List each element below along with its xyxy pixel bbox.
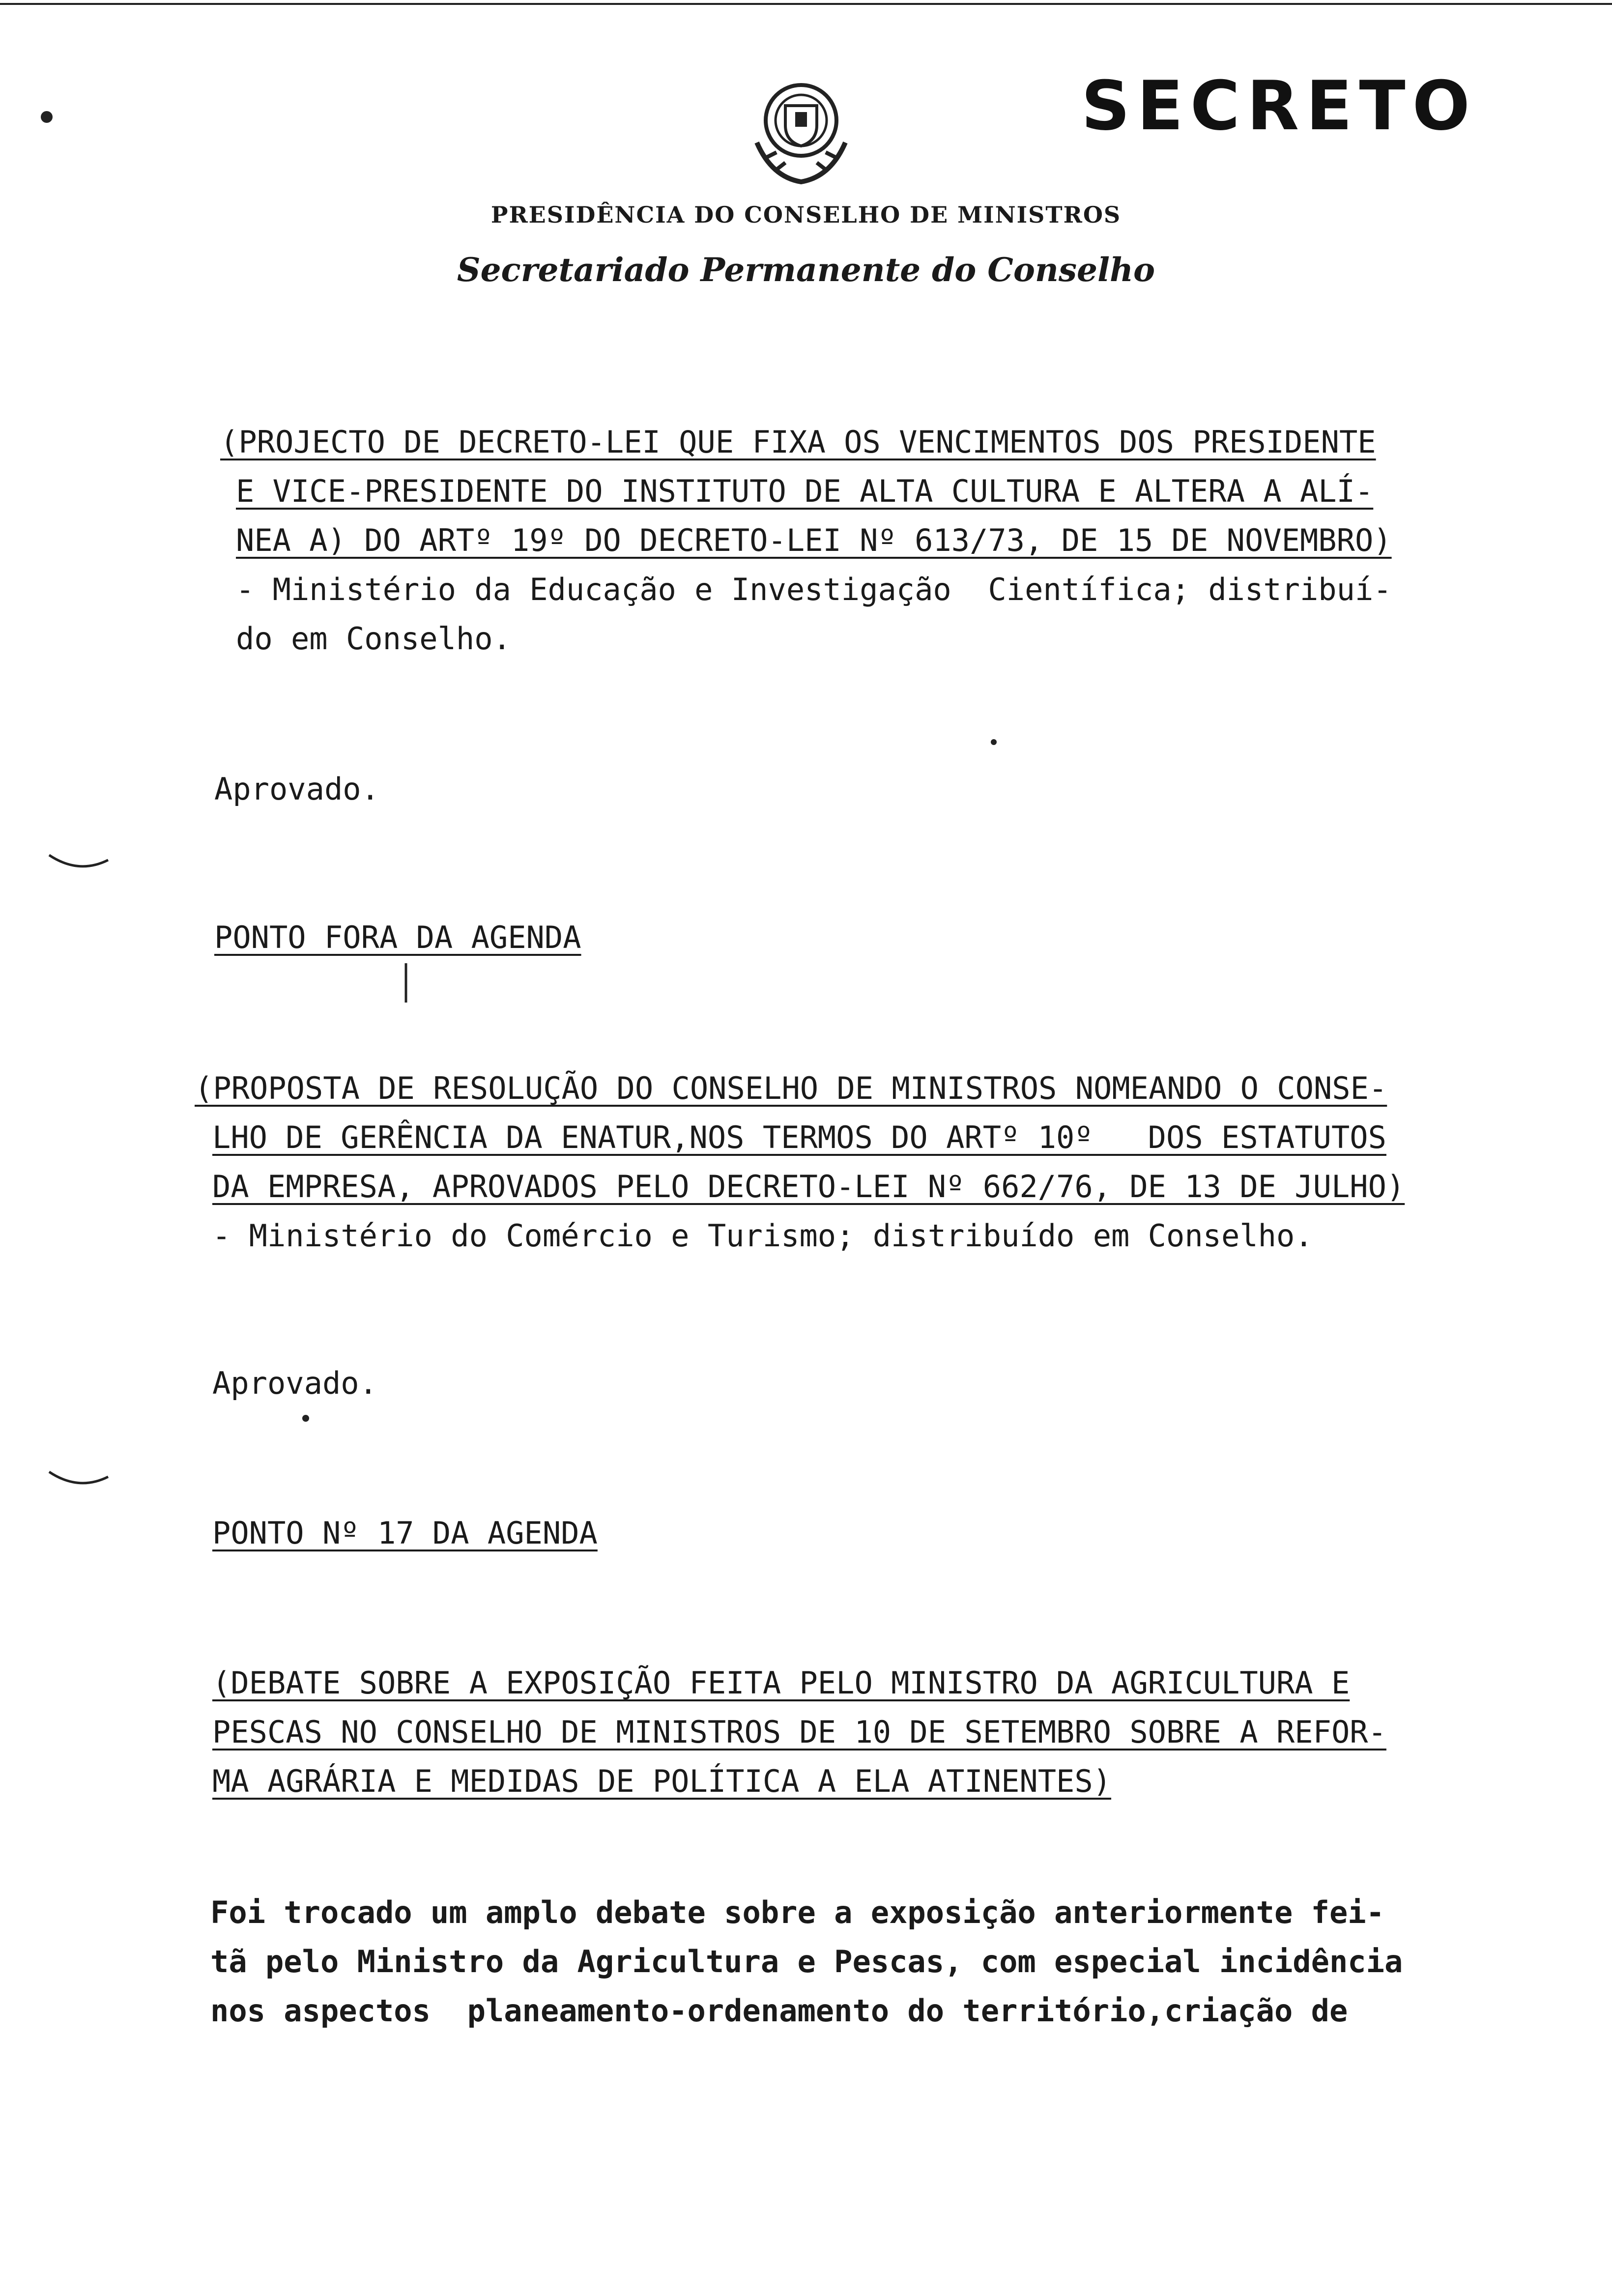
item3-body-line2: tã pelo Ministro da Agricultura e Pescas, com especial incidência: [210, 1944, 1403, 1980]
item2-decision: Aprovado.: [212, 1365, 377, 1401]
item3-body-line1: Foi trocado um amplo debate sobre a exposição anteriormente fei-: [210, 1894, 1384, 1930]
item1-body-line1: - Ministério da Educação e Investigação Científica; distribuí-: [236, 572, 1392, 607]
item2-title-line2: LHO DE GERÊNCIA DA ENATUR,NOS TERMOS DO ARTº 10º DOS ESTATUTOS: [212, 1119, 1386, 1155]
top-rule: [0, 3, 1612, 5]
item3-heading: PONTO Nº 17 DA AGENDA: [212, 1515, 598, 1551]
item2-heading: PONTO FORA DA AGENDA: [214, 919, 581, 955]
item2-title-line1: (PROPOSTA DE RESOLUÇÃO DO CONSELHO DE MINISTROS NOMEANDO O CONSE-: [195, 1070, 1387, 1106]
item3-title-line3: MA AGRÁRIA E MEDIDAS DE POLÍTICA A ELA ATINENTES): [212, 1763, 1112, 1799]
item1-title-line1: (PROJECTO DE DECRETO-LEI QUE FIXA OS VENCIMENTOS DOS PRESIDENTE: [220, 424, 1376, 460]
margin-tick: [49, 855, 108, 866]
institution-heading: PRESIDÊNCIA DO CONSELHO DE MINISTROS: [490, 201, 1122, 228]
item1-decision: Aprovado.: [214, 771, 379, 807]
item1-body-line2: do em Conselho.: [236, 621, 511, 657]
item3-title-line2: PESCAS NO CONSELHO DE MINISTROS DE 10 DE SETEMBRO SOBRE A REFOR-: [212, 1714, 1386, 1750]
ink-dot: [302, 1415, 309, 1422]
item2-title-line3: DA EMPRESA, APROVADOS PELO DECRETO-LEI Nº 662/76, DE 13 DE JULHO): [212, 1169, 1405, 1205]
ink-dot: [991, 739, 997, 745]
coat-of-arms-emblem: [737, 69, 865, 192]
item3-title-line1: (DEBATE SOBRE A EXPOSIÇÃO FEITA PELO MINISTRO DA AGRICULTURA E: [212, 1665, 1350, 1701]
classification-stamp: SECRETO: [1081, 66, 1477, 145]
item3-body-line3: nos aspectos planeamento-ordenamento do território,criação de: [210, 1993, 1348, 2029]
item1-title-line3: NEA A) DO ARTº 19º DO DECRETO-LEI Nº 613/73, DE 15 DE NOVEMBRO): [236, 522, 1392, 558]
item1-title-line2: E VICE-PRESIDENTE DO INSTITUTO DE ALTA CULTURA E ALTERA A ALÍ-: [236, 473, 1374, 509]
item2-body-line1: - Ministério do Comércio e Turismo; distribuído em Conselho.: [212, 1218, 1313, 1254]
department-script-heading: Secretariado Permanente do Conselho: [457, 251, 1155, 289]
margin-tick: [49, 1472, 108, 1483]
margin-dot: [41, 111, 53, 123]
